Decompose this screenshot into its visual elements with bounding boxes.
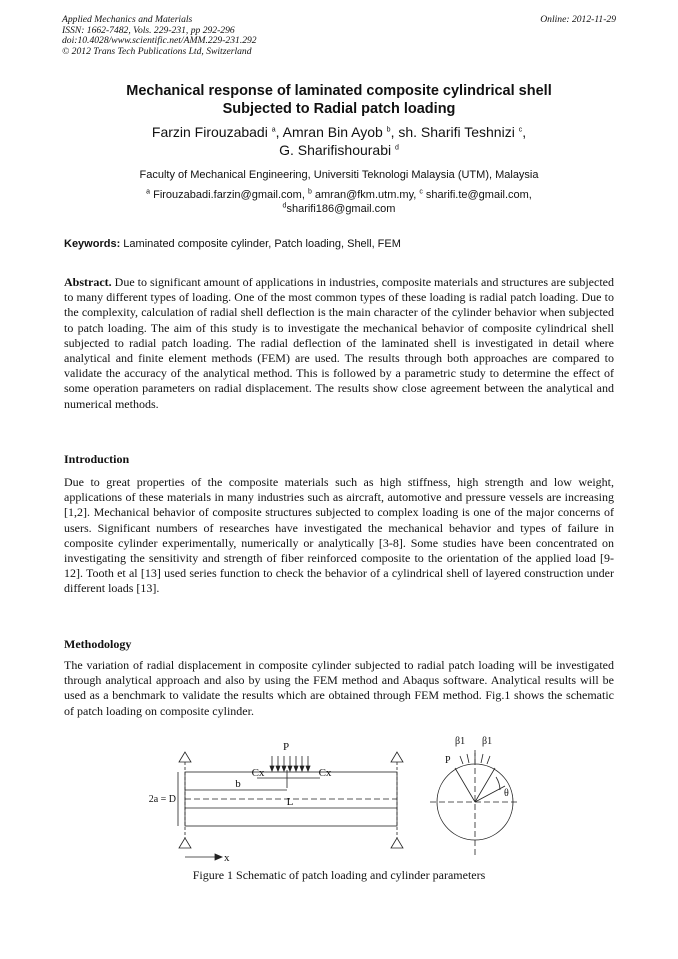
introduction-heading: Introduction (64, 452, 130, 466)
author-list (60, 123, 618, 159)
beta-label-left: β1 (455, 736, 466, 747)
email-a: Firouzabadi.farzin@gmail.com, (150, 189, 308, 201)
keywords-label: Keywords: (64, 238, 121, 250)
methodology-heading: Methodology (64, 637, 132, 651)
l-label: L (286, 796, 294, 808)
author-4: G. Sharifishourabi (279, 142, 396, 158)
figure-1-schematic (140, 730, 540, 865)
load-label-p: P (282, 741, 290, 753)
figure-1-caption: Figure 1 Schematic of patch loading and cylinder parameters (192, 868, 486, 882)
keywords-text: Laminated composite cylinder, Patch loading, Shell, FEM (120, 238, 401, 250)
author-2: , Amran Bin Ayob (275, 124, 387, 140)
methodology-text: The variation of radial displacement in composite cylinder subjected to radial patch loading will be investigated through analytical approach and also by using the FEM method and Abaqus software. Analytical results will be used as a benchmark to validate the results which are obtained through FEM method. Fig.1 shows the schematic of patch loading on composite cylinder. (64, 658, 614, 718)
affiliation: Faculty of Mechanical Engineering, Universiti Teknologi Malaysia (UTM), Malaysia (139, 169, 539, 181)
beta-label-right: β1 (482, 736, 493, 747)
beta-line-left (455, 768, 475, 802)
email-a-mark: a (146, 188, 151, 196)
introduction-text: Due to great properties of the composite materials such as high stiffness, high strength and low weight, applications of these materials in many industries such as aircraft, automotive and pressure vessels are increasing [1,2]. Mechanical behavior of composite structures subjected to complex loading is one of the major concerns of users. Significant numbers of researches have investigated the mechanical behavior and types of failure in composite cylinder experimentally, numerically or analytically [3-8]. Some studies have been concentrated on investigating the sensitivity and strength of fiber reinforced composite to the orientation of the applied load [9-12]. Tooth et al [13] used series function to check the behavior of a cylindrical shell of layered construction under different loads [13]. (64, 475, 614, 596)
x-label: x (224, 852, 230, 864)
abstract-text: Due to significant amount of applications in industries, composite materials and structures are subjected to many different types of loading. One of the most common types of these loading is radial patch loading. Due to the complexity, calculation of radial shell deflection is the main character of the cylinder behavior when subjected to patch loading. The aim of this study is to investigate the mechanical behavior of composite cylindrical shell subjected to radial patch loading. The radial deflection of the laminated shell is investigated in detail where analytical and finite element methods (FEM) are used. The results through both approaches are compared to validate the accuracy of the analytical method. This is followed by a parametric study to determine the effect of some operation parameters on radial displacement. The results show close agreement between the analytical and numerical methods. (64, 275, 614, 411)
author-1-mark: a (271, 126, 276, 134)
keywords (64, 238, 618, 250)
support-top-right (391, 752, 403, 762)
email-c-mark: c (419, 188, 423, 196)
d-label: 2a = D (148, 794, 176, 805)
abstract-label: Abstract. (64, 275, 112, 289)
author-3-mark: c (518, 126, 523, 134)
cylinder-side-view (149, 741, 403, 864)
patch-load-arrows (270, 756, 310, 771)
author-2-mark: b (386, 126, 391, 134)
abstract (64, 275, 614, 412)
author-3-comma: , (522, 124, 527, 140)
author-4-mark: d (395, 144, 399, 152)
radial-load-label-p: P (445, 755, 451, 766)
support-bottom-right (391, 838, 403, 848)
support-top-left (179, 752, 191, 762)
theta-label: θ (504, 788, 509, 799)
author-emails (60, 188, 618, 216)
b-label: b (235, 778, 241, 790)
online-date: Online: 2012-11-29 (540, 14, 616, 25)
author-1: Farzin Firouzabadi (151, 124, 272, 140)
email-c: sharifi.te@gmail.com, (422, 189, 532, 201)
cylinder-cross-section (430, 736, 520, 855)
email-b: amran@fkm.utm.my, (311, 189, 420, 201)
support-bottom-left (179, 838, 191, 848)
email-b-mark: b (307, 188, 312, 196)
author-3: , sh. Sharifi Teshnizi (390, 124, 519, 140)
theta-arc (496, 777, 500, 790)
copyright: © 2012 Trans Tech Publications Ltd, Switzerland (62, 45, 252, 57)
title-line-1: Mechanical response of laminated composite cylindrical shell (126, 83, 552, 99)
cx-label-left: Cx (251, 767, 265, 779)
email-d-mark: d (282, 202, 287, 210)
email-d: sharifi186@gmail.com (286, 203, 396, 215)
journal-name: Applied Mechanics and Materials (62, 14, 193, 25)
cx-label-right: Cx (318, 767, 332, 779)
doi: doi:10.4028/www.scientific.net/AMM.229-231.292 (62, 35, 257, 46)
page-header (62, 15, 616, 57)
title-line-2: Subjected to Radial patch loading (222, 101, 456, 117)
issn: ISSN: 1662-7482, Vols. 229-231, pp 292-296 (62, 24, 235, 36)
x-arrowhead (215, 854, 222, 860)
paper-title (60, 82, 618, 118)
radial-load-arrows (460, 753, 490, 764)
